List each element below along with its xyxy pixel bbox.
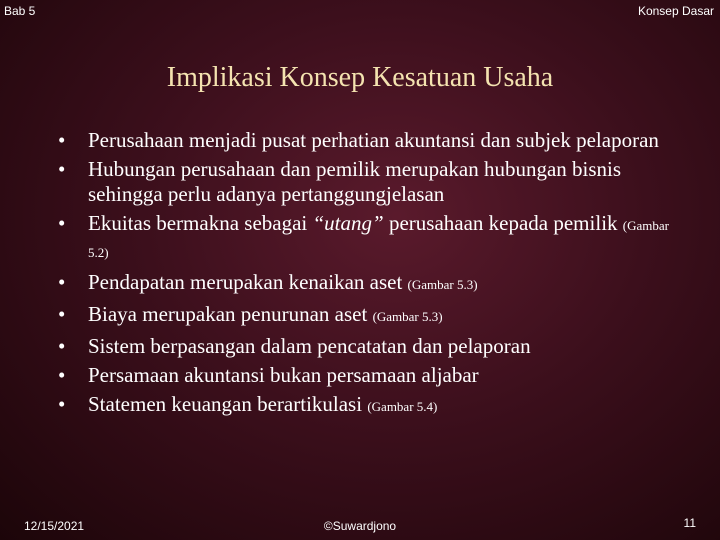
bullet-icon: • [58, 392, 66, 416]
figure-reference: (Gambar 5.4) [367, 399, 438, 414]
bullet-text: Biaya merupakan penurunan aset [88, 302, 373, 326]
bullet-item [56, 270, 676, 298]
bullet-icon: • [58, 128, 66, 152]
bullet-text: Perusahaan menjadi pusat perhatian akuntansi dan subjek pelaporan [88, 128, 659, 152]
bullet-item [56, 211, 676, 266]
header-chapter-label: Bab 5 [4, 4, 36, 18]
bullet-item [56, 302, 676, 330]
bullet-text: Pendapatan merupakan kenaikan aset [88, 270, 408, 294]
bullet-icon: • [58, 363, 66, 387]
bullet-item [56, 128, 676, 153]
page-number: 11 [683, 516, 696, 530]
figure-reference: (Gambar 5.2) [88, 217, 669, 260]
bullet-text: Statemen keuangan berartikulasi [88, 392, 368, 416]
bullet-item [56, 157, 676, 206]
footer-author: ©Suwardjono [323, 519, 397, 533]
bullet-text: Hubungan perusahaan dan pemilik merupakan hubungan bisnis sehingga perlu adanya pertanggungjelasan [88, 157, 622, 206]
bullet-item [56, 363, 676, 388]
bullet-item [56, 392, 676, 420]
bullet-item [56, 334, 676, 359]
bullet-text: Persamaan akuntansi bukan persamaan aljabar [88, 363, 479, 387]
bullet-list [56, 128, 676, 424]
figure-reference: (Gambar 5.3) [372, 309, 443, 324]
footer-date: 12/15/2021 [24, 519, 85, 533]
bullet-icon: • [58, 270, 66, 294]
figure-reference: (Gambar 5.3) [407, 277, 478, 292]
bullet-text-continued: perusahaan kepada pemilik [383, 210, 623, 235]
slide-title: Implikasi Konsep Kesatuan Usaha [166, 62, 554, 93]
header-topic-label: Konsep Dasar [637, 4, 714, 18]
bullet-icon: • [58, 334, 66, 358]
bullet-icon: • [58, 302, 66, 326]
bullet-text: Sistem berpasangan dalam pencatatan dan pelaporan [88, 334, 531, 358]
bullet-icon: • [58, 210, 66, 235]
bullet-emphasis: “utang” [312, 210, 384, 235]
bullet-text: Ekuitas bermakna sebagai [88, 210, 313, 235]
bullet-icon: • [58, 157, 66, 181]
